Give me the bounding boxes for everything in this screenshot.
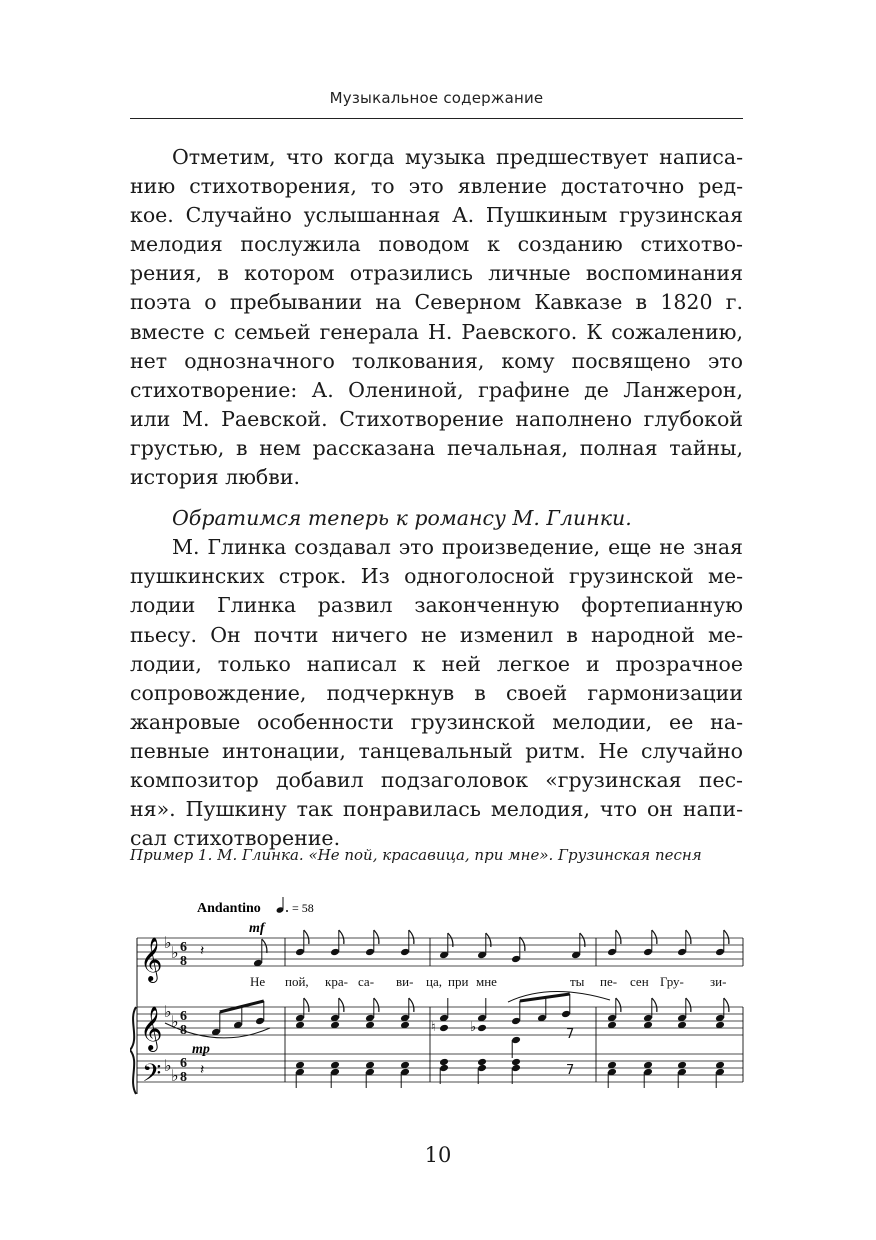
rest-icon: 𝄽 [200, 1062, 205, 1078]
flag [652, 930, 657, 944]
text-line: лодии, только написал к ней легкое и прозрачное [130, 651, 743, 676]
natural-icon: ♮ [431, 1020, 436, 1035]
time-signature-top: 6 [180, 1009, 187, 1024]
flat-icon: ♭ [171, 1012, 179, 1031]
flag [409, 998, 414, 1012]
lyric-syllable: ви- [396, 974, 414, 989]
text-line: поэта о пребывании на Северном Кавказе в 1820 г. [130, 290, 743, 315]
rest-icon: 7 [566, 1027, 575, 1042]
lyric-syllable: пе- [600, 974, 618, 989]
text-line: грустью, в нем рассказана печальная, полная тайны, [130, 435, 743, 460]
dynamic-mp: mp [192, 1042, 210, 1057]
flag [652, 998, 657, 1012]
time-signature-top: 6 [180, 1056, 187, 1071]
lyric-syllable: сен [630, 974, 649, 989]
text-line: или М. Раевской. Стихотворение наполнено глубокой [130, 406, 743, 431]
flag [374, 930, 379, 944]
text-line: нию стихотворения, то это явление достаточно ред- [130, 174, 743, 199]
flat-icon: ♭ [470, 1020, 477, 1035]
flag [339, 998, 344, 1012]
flat-icon: ♭ [164, 1056, 172, 1075]
lyric-syllable: кра- [325, 974, 348, 989]
metronome-value: = 58 [292, 901, 314, 915]
text-line: сопровождение, подчеркнув в своей гармонизации [130, 680, 743, 705]
lyric-syllable: ты [570, 974, 585, 989]
text-line: история любви. [130, 465, 300, 490]
flag [686, 998, 691, 1012]
text-line: рения, в котором отразились личные воспоминания [130, 261, 743, 286]
time-signature-bottom: 8 [180, 1070, 187, 1085]
example-caption: Пример 1. М. Глинка. «Не пой, красавица, при мне». Грузинская песня [130, 846, 702, 864]
lyric-syllable: Гру- [660, 974, 684, 989]
text-line: пушкинских строк. Из одноголосной грузинской ме- [130, 564, 743, 589]
body-text [130, 143, 743, 853]
italic-line: Обратимся теперь к романсу М. Глинки. [172, 506, 632, 531]
music-score [130, 890, 745, 1115]
paragraph-gap [130, 492, 743, 504]
text-line: композитор добавил подзаголовок «грузинская пес- [130, 767, 743, 792]
time-signature-top: 6 [180, 940, 187, 955]
rest-icon: 7 [566, 1063, 575, 1078]
key-signature [164, 933, 179, 1085]
flag [686, 930, 691, 944]
flat-icon: ♭ [164, 1002, 172, 1021]
flag [262, 939, 267, 953]
lyric-syllable: пой, [285, 974, 309, 989]
lyric-syllable: са- [358, 974, 375, 989]
bass-clef-icon: 𝄢 [142, 1059, 162, 1094]
notes [200, 930, 729, 1088]
text-line: М. Глинка создавал это произведение, еще не зная [172, 535, 743, 560]
lyric-syllable: Не [250, 974, 266, 989]
flag [724, 930, 729, 944]
flag [304, 998, 309, 1012]
text-line: сал стихотворение. [130, 826, 341, 851]
page-number: 10 [424, 1143, 452, 1167]
text-line: нет однозначного толкования, кому посвящено это [130, 348, 743, 373]
lyric-syllable: зи- [710, 974, 727, 989]
time-signature-bottom: 8 [180, 1023, 187, 1038]
time-signature-bottom: 8 [180, 954, 187, 969]
running-head: Музыкальное содержание [329, 89, 544, 107]
flag [374, 998, 379, 1012]
text-line: вместе с семьей генерала Н. Раевского. К сожалению, [130, 319, 743, 344]
notehead [477, 1024, 487, 1033]
tempo-marking: Andantino [197, 901, 261, 916]
flat-icon: ♭ [171, 1066, 179, 1085]
flag [304, 930, 309, 944]
lyric-syllable: ца, [426, 974, 442, 989]
dynamic-mf: mf [249, 921, 265, 936]
treble-clef-icon: 𝄞 [140, 1006, 163, 1050]
flag [724, 998, 729, 1012]
text-line: кое. Случайно услышанная А. Пушкиным грузинская [130, 203, 743, 228]
piano-brace [130, 1007, 136, 1094]
flag [520, 937, 525, 951]
text-line: Отметим, что когда музыка предшествует написа- [172, 145, 743, 169]
text-line: стихотворение: А. Олениной, графине де Ланжерон, [130, 377, 743, 402]
text-line: певные интонации, танцевальный ритм. Не случайно [130, 738, 743, 763]
rest-icon: 𝄽 [200, 943, 205, 959]
lyrics [250, 974, 726, 989]
flat-icon: ♭ [171, 943, 179, 962]
text-line: жанровые особенности грузинской мелодии, ее на- [130, 709, 743, 734]
lyric-syllable: мне [476, 974, 497, 989]
treble-clef-icon: 𝄞 [140, 937, 163, 981]
notehead [439, 1024, 449, 1033]
text-line: пьесу. Он почти ничего не изменил в народной ме- [130, 622, 743, 647]
flag [409, 930, 414, 944]
flat-icon: ♭ [164, 933, 172, 952]
header-rule [130, 118, 743, 119]
flag [616, 998, 621, 1012]
flag [339, 930, 344, 944]
time-signature [180, 940, 187, 1085]
text-line: лодии Глинка развил законченную фортепианную [130, 593, 743, 618]
metronome-note-icon [276, 897, 288, 914]
flag [616, 930, 621, 944]
lyric-syllable: при [448, 974, 469, 989]
text-line: мелодия послужила поводом к созданию стихотво- [130, 232, 743, 257]
text-line: ня». Пушкину так понравилась мелодия, что он напи- [130, 797, 743, 822]
